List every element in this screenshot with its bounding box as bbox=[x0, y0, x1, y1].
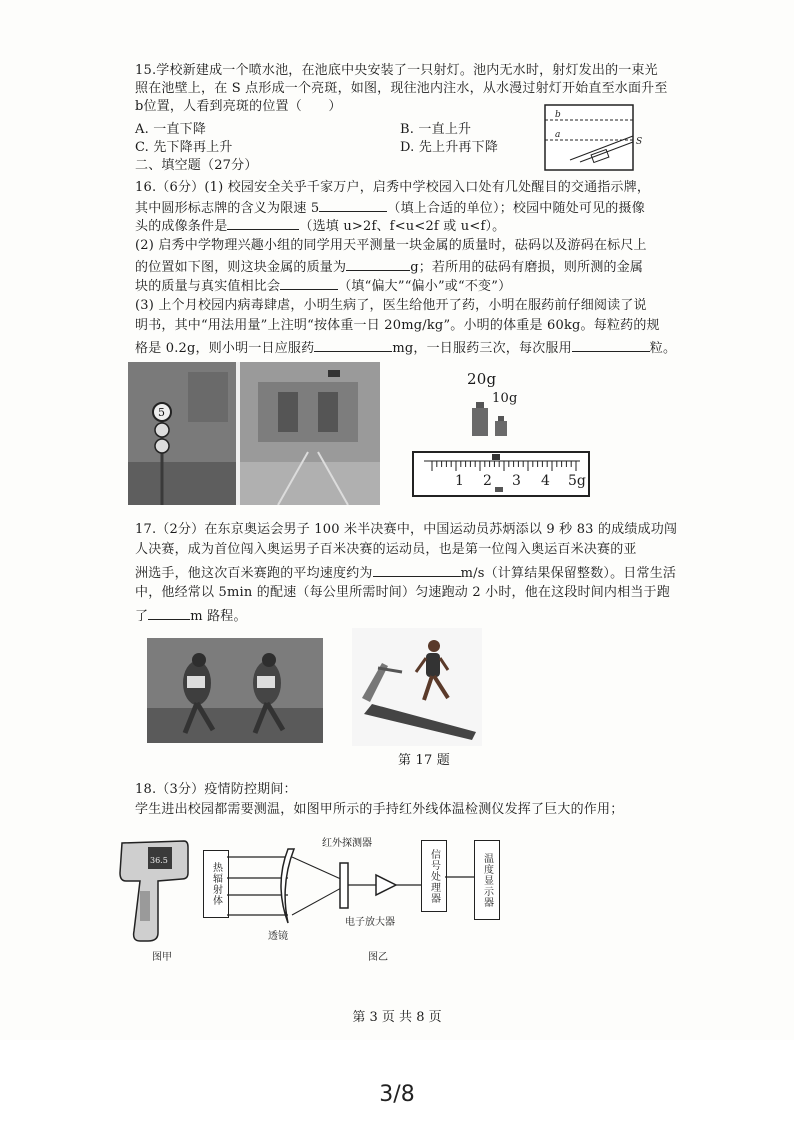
q16-p2-line-2b: g；若所用的砝码有磨损，则所测的金属 bbox=[410, 260, 644, 275]
rider-marker-bottom bbox=[495, 487, 503, 492]
section-heading: 二、填空题（27分） bbox=[135, 158, 258, 173]
q17-line-5a: 了 bbox=[135, 609, 149, 624]
q18-line-2: 学生进出校园都需要测温，如图甲所示的手持红外线体温检测仪发挥了巨大的作用； bbox=[135, 802, 624, 817]
scale-tick-5: 5g bbox=[568, 473, 586, 489]
q16-p1-line-3a: 头的成像条件是 bbox=[135, 219, 228, 234]
heat-source-label: 热辐射体 bbox=[210, 862, 222, 906]
camera-icon bbox=[328, 370, 340, 377]
campus-photo-pair bbox=[128, 362, 380, 505]
q15-option-b: B. 一直上升 bbox=[400, 122, 472, 137]
signal-processor-label: 信号处理器 bbox=[428, 848, 440, 904]
temperature-display-label: 温度显示器 bbox=[481, 852, 493, 908]
pool-label-s: S bbox=[636, 137, 643, 147]
pool-label-b: b bbox=[555, 110, 561, 120]
q16-p3-line-3a: 格是 0.2g，则小明一日应服药 bbox=[135, 341, 315, 356]
thermometer-gun-illustration bbox=[118, 833, 190, 945]
q15-option-a: A. 一直下降 bbox=[135, 122, 207, 137]
amplifier-label: 电子放大器 bbox=[345, 917, 395, 928]
answer-blank[interactable] bbox=[572, 337, 650, 352]
weight-10g-label: 10g bbox=[492, 391, 518, 406]
scale-tick-2: 2 bbox=[483, 473, 492, 489]
q16-p2-line-3a: 块的质量与真实值相比会 bbox=[135, 279, 281, 294]
page-footer: 第 3 页 共 8 页 bbox=[352, 1010, 442, 1025]
pool-figure bbox=[540, 100, 645, 175]
q17-line-5 bbox=[135, 605, 247, 626]
q15-option-c: C. 先下降再上升 bbox=[135, 140, 233, 155]
q16-p3-line-3c: 粒。 bbox=[649, 341, 677, 356]
q15-option-d: D. 先上升再下降 bbox=[400, 140, 499, 155]
gun-reading: 36.5 bbox=[150, 856, 168, 865]
rider-marker bbox=[492, 454, 500, 460]
infrared-signal-diagram bbox=[226, 845, 426, 925]
signal-processor-box bbox=[421, 840, 447, 912]
scale-tick-1: 1 bbox=[455, 473, 464, 489]
q15-line-1: 15.学校新建成一个喷水池，在池底中央安装了一只射灯。池内无水时，射灯发出的一束光 bbox=[135, 63, 658, 78]
infrared-sensor bbox=[340, 863, 348, 908]
answer-blank[interactable] bbox=[346, 256, 410, 271]
q16-p3-line-1: (3) 上个月校园内病毒肆虐，小明生病了，医生给他开了药，小明在服药前仔细阅读了说 bbox=[135, 298, 647, 313]
q16-p2-line-1: (2) 启秀中学物理兴趣小组的同学用天平测量一块金属的质量时，砝码以及游码在标尺上 bbox=[135, 238, 647, 253]
runner-head bbox=[428, 640, 440, 652]
lens-label: 透镜 bbox=[268, 931, 288, 942]
q16-p1-line-2a: 其中圆形标志牌的含义为限速 5 bbox=[135, 201, 320, 216]
page-indicator: 3/8 bbox=[379, 1082, 415, 1107]
temperature-display-box bbox=[474, 840, 500, 920]
scale-tick-4: 4 bbox=[541, 473, 550, 489]
amplifier-triangle bbox=[376, 875, 396, 895]
q16-p1-line-3b: （选填 u>2f、f<u<2f 或 u<f）。 bbox=[299, 219, 506, 234]
answer-blank[interactable] bbox=[227, 215, 299, 230]
q17-line-3b: m/s（计算结果保留整数）。日常生活 bbox=[460, 566, 677, 581]
figure-b-caption: 图乙 bbox=[368, 952, 388, 963]
q16-p1-line-1: 16.（6分）(1) 校园安全关乎千家万户，启秀中学校园入口处有几处醒目的交通指示牌， bbox=[135, 180, 651, 195]
q17-line-5b: m 路程。 bbox=[190, 609, 247, 624]
pool-label-a: a bbox=[555, 130, 561, 140]
answer-blank[interactable] bbox=[373, 562, 461, 577]
q16-p2-line-2 bbox=[135, 256, 643, 277]
q17-line-3a: 洲选手，他这次百米赛跑的平均速度约为 bbox=[135, 566, 373, 581]
q17-line-1: 17.（2分）在东京奥运会男子 100 米半决赛中，中国运动员苏炳添以 9 秒 83 的成绩成功闯 bbox=[135, 522, 678, 537]
figure-a-caption: 图甲 bbox=[152, 952, 172, 963]
treadmill-illustration bbox=[352, 628, 482, 746]
q17-figure-caption: 第 17 题 bbox=[398, 753, 451, 768]
q16-p1-line-2b: （填上合适的单位）；校园中随处可见的摄像 bbox=[387, 201, 645, 216]
answer-blank[interactable] bbox=[280, 275, 338, 290]
q16-p2-line-3 bbox=[135, 275, 511, 296]
q18-line-1: 18.（3分）疫情防控期间： bbox=[135, 782, 297, 797]
weight-20g-label: 20g bbox=[467, 370, 497, 388]
infrared-sensor-label: 红外探测器 bbox=[322, 838, 372, 849]
scale-tick-3: 3 bbox=[512, 473, 521, 489]
q16-p3-line-3 bbox=[135, 337, 676, 358]
q15-line-3: b位置，人看到亮斑的位置（ ） bbox=[135, 99, 342, 114]
q16-p3-line-3b: mg，一日服药三次，每次服用 bbox=[392, 341, 572, 356]
weights-icon bbox=[470, 400, 510, 440]
answer-blank[interactable] bbox=[314, 337, 392, 352]
answer-blank[interactable] bbox=[319, 197, 387, 212]
q16-p1-line-3 bbox=[135, 215, 505, 236]
q17-line-4: 中，他经常以 5min 的配速（每公里所需时间）匀速跑动 2 小时，他在这段时间内相当于跑 bbox=[135, 585, 670, 600]
q16-p3-line-2: 明书，其中“用法用量”上注明“按体重一日 20mg/kg”。小明的体重是 60kg。每粒药的规 bbox=[135, 318, 660, 333]
lens-shape bbox=[281, 849, 294, 923]
answer-blank[interactable] bbox=[148, 605, 190, 620]
q16-p2-line-2a: 的位置如下图，则这块金属的质量为 bbox=[135, 260, 347, 275]
rider-scale bbox=[412, 451, 592, 499]
q15-line-2: 照在池壁上，在 S 点形成一个亮斑，如图，现往池内注水，从水漫过射灯开始直至水面升至 bbox=[135, 81, 668, 96]
sprint-photo bbox=[147, 638, 323, 743]
q16-p2-line-3b: （填“偏大”“偏小”或“不变”） bbox=[338, 279, 512, 294]
q17-line-3 bbox=[135, 562, 676, 583]
q17-line-2: 人决赛，成为首位闯入奥运男子百米决赛的运动员，也是第一位闯入奥运百米决赛的亚 bbox=[135, 542, 637, 557]
svg-text:5: 5 bbox=[158, 406, 165, 419]
